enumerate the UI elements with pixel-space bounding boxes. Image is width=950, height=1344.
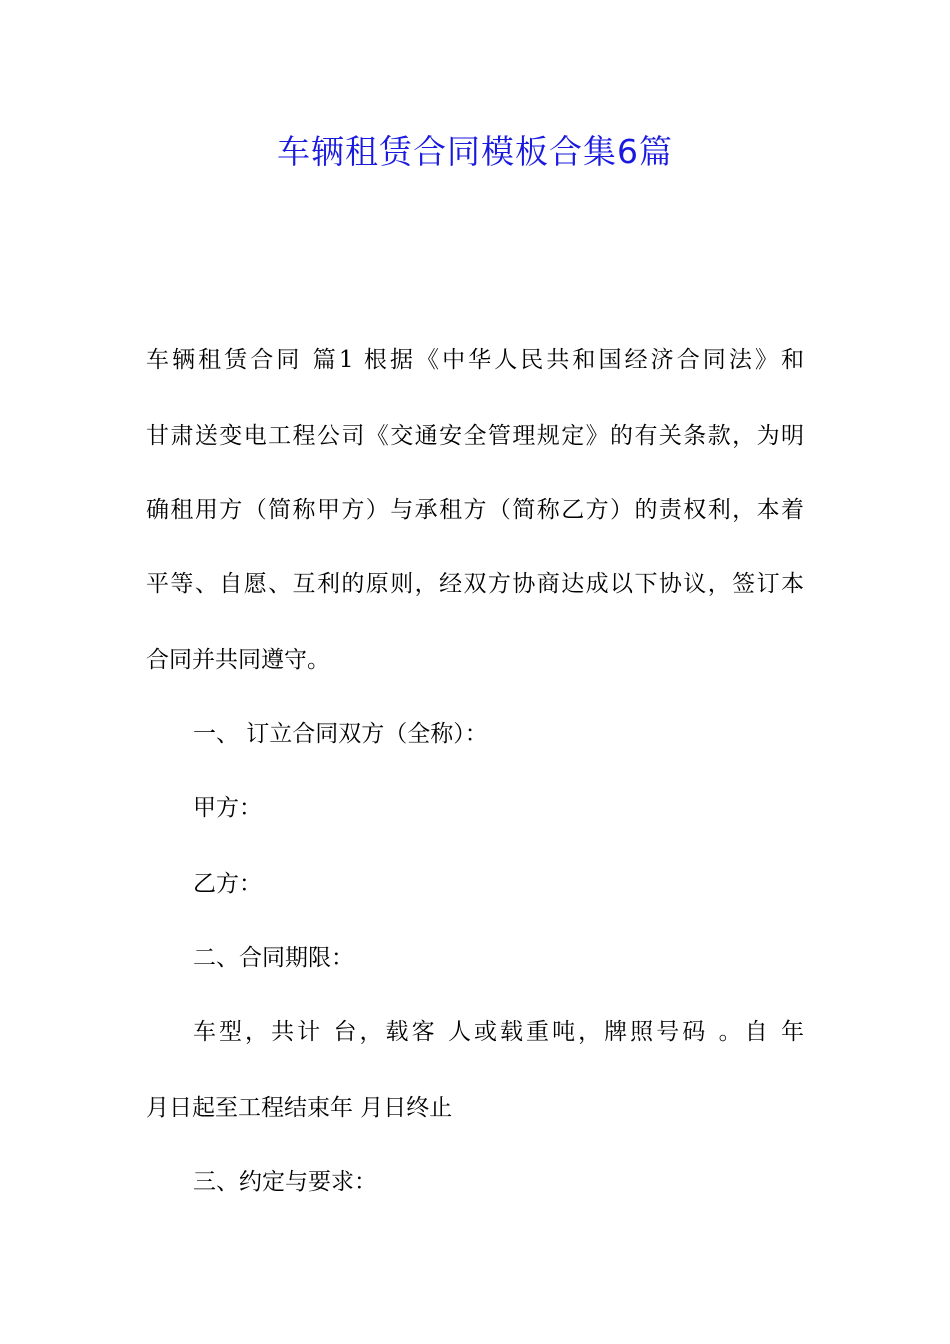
paragraph-line: 月日起至工程结束年 月日终止 [146, 1095, 453, 1121]
paragraph-line: 车辆租赁合同 篇1 根据《中华人民共和国经济合同法》和 [146, 347, 804, 373]
section-heading: 一、 订立合同双方（全称）： [193, 721, 488, 747]
section-heading: 三、约定与要求： [193, 1169, 377, 1195]
document-title: 车辆租赁合同模板合集6篇 [277, 132, 673, 171]
paragraph-line: 合同并共同遵守。 [146, 647, 330, 673]
section-heading: 二、合同期限： [193, 945, 354, 971]
party-b-line: 乙方： [193, 871, 262, 897]
paragraph-line: 车型，共计 台，载客 人或载重吨，牌照号码 。自 年 [193, 1019, 804, 1045]
party-a-line: 甲方： [193, 795, 262, 821]
paragraph-line: 确租用方（简称甲方）与承租方（简称乙方）的责权利，本着 [146, 497, 804, 523]
paragraph-line: 甘肃送变电工程公司《交通安全管理规定》的有关条款，为明 [146, 423, 804, 449]
paragraph-line: 平等、自愿、互利的原则，经双方协商达成以下协议，签订本 [146, 571, 804, 597]
